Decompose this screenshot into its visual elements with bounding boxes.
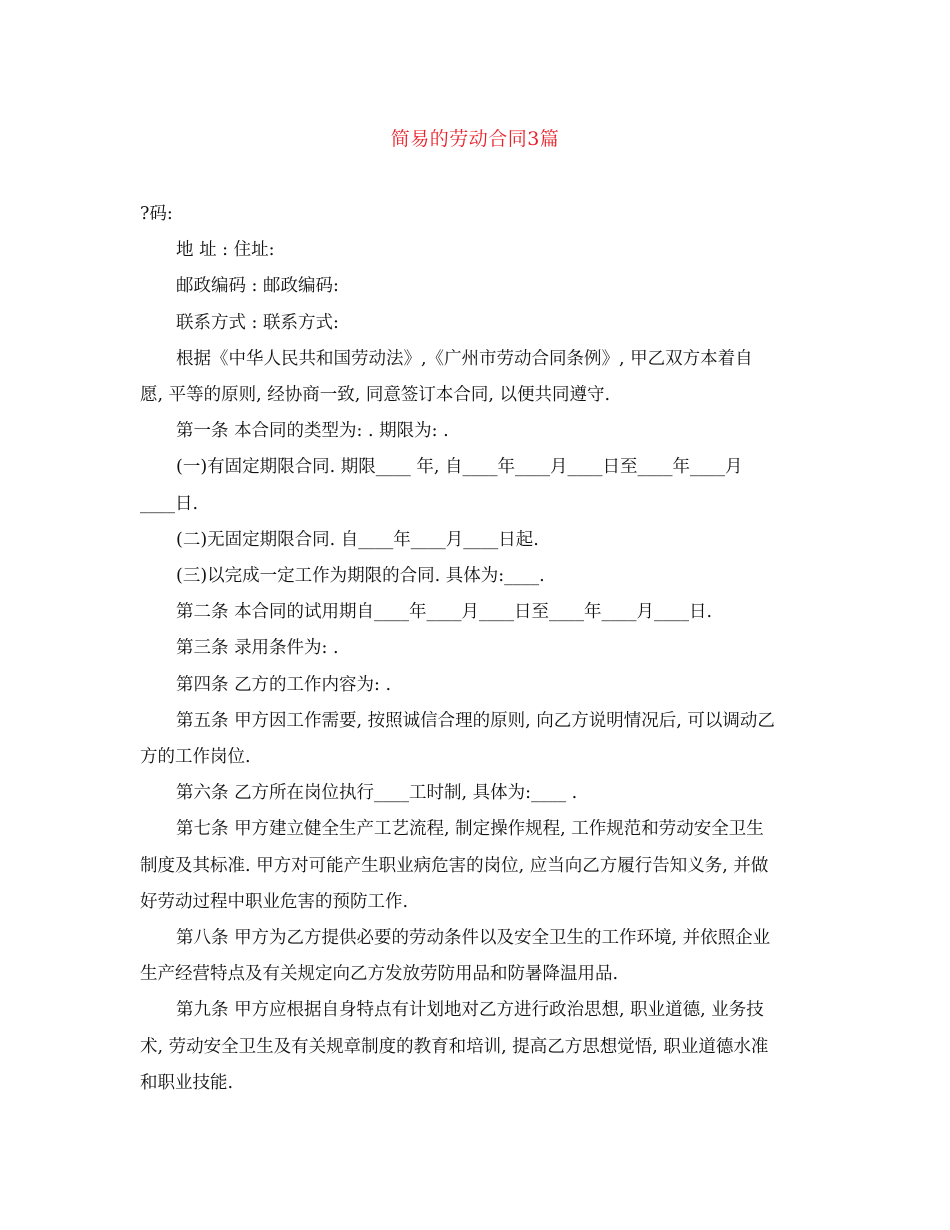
text-line: (三)以完成一定工作为期限的合同. 具体为:____. [176, 566, 545, 587]
text-line: 第四条 乙方的工作内容为: . [176, 674, 392, 695]
text-line: 第九条 甲方应根据自身特点有计划地对乙方进行政治思想, 职业道德, 业务技 [176, 1000, 764, 1021]
text-line: 第三条 录用条件为: . [176, 638, 339, 659]
text-line: 第一条 本合同的类型为: . 期限为: . [176, 421, 449, 442]
text-line: 根据《中华人民共和国劳动法》,《广州市劳动合同条例》, 甲乙双方本着自 [176, 348, 753, 369]
document-body [140, 196, 816, 1101]
text-line: 第七条 甲方建立健全生产工艺流程, 制定操作规程, 工作规范和劳动安全卫生 [176, 819, 764, 840]
text-line: ____日. [140, 493, 199, 514]
text-line: 地 址 : 住址: [176, 240, 275, 261]
text-line: 术, 劳动安全卫生及有关规章制度的教育和培训, 提高乙方思想觉悟, 职业道德水准 [140, 1036, 769, 1057]
text-line: 第五条 甲方因工作需要, 按照诚信合理的原则, 向乙方说明情况后, 可以调动乙 [176, 710, 775, 731]
text-line: 生产经营特点及有关规定向乙方发放劳防用品和防暑降温用品. [140, 964, 619, 985]
text-line: 方的工作岗位. [140, 747, 251, 768]
text-line: 愿, 平等的原则, 经协商一致, 同意签订本合同, 以便共同遵守. [140, 385, 611, 406]
document-title: 简易的劳动合同3篇 [390, 128, 560, 150]
text-line: 第八条 甲方为乙方提供必要的劳动条件以及安全卫生的工作环境, 并依照企业 [176, 928, 771, 949]
text-line: (一)有固定期限合同. 期限____ 年, 自____年____月____日至____年____月 [176, 457, 743, 478]
text-line: 制度及其标准. 甲方对可能产生职业病危害的岗位, 应当向乙方履行告知义务, 并做 [140, 855, 769, 876]
text-line: ?码: [140, 204, 173, 224]
text-line: 好劳动过程中职业危害的预防工作. [140, 891, 409, 912]
text-line: 和职业技能. [140, 1072, 234, 1093]
text-line: 第二条 本合同的试用期自____年____月____日至____年____月____日. [176, 602, 713, 623]
text-line: (二)无固定期限合同. 自____年____月____日起. [176, 529, 539, 550]
text-line: 第六条 乙方所在岗位执行____工时制, 具体为:____ . [176, 783, 578, 804]
text-line: 联系方式 : 联系方式: [176, 312, 339, 333]
text-line: 邮政编码 : 邮政编码: [176, 276, 339, 297]
